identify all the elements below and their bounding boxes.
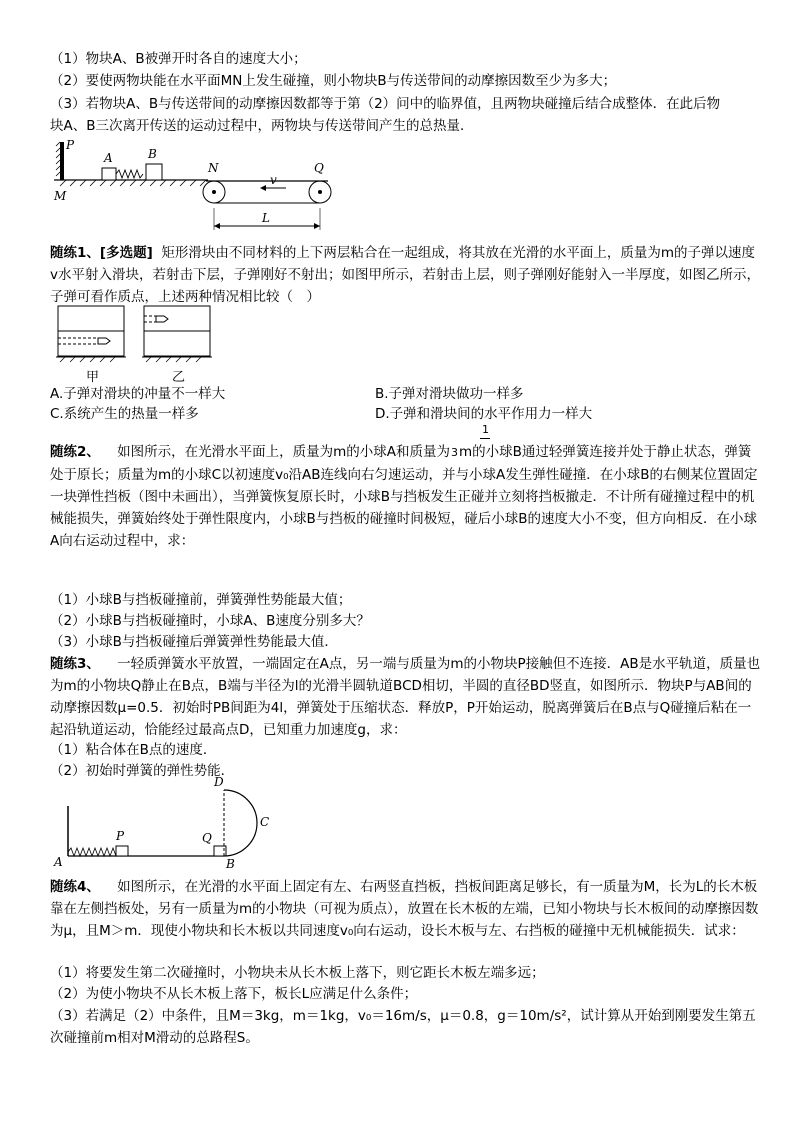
question-1: （1）物块A、B被弹开时各自的速度大小； <box>50 51 307 67</box>
exercise-4-label: 随练4、 <box>50 879 100 895</box>
exercise-2-body-1: 如图所示，在光滑水平面上，质量为m的小球A和质量为 <box>117 444 450 460</box>
block-b <box>146 164 162 180</box>
exercise-4-text <box>50 876 762 942</box>
label-q-ex3: Q <box>202 831 212 845</box>
caption-jia: 甲 <box>86 370 100 385</box>
label-c-ex3: C <box>260 815 270 829</box>
exercise-4-body: 如图所示，在光滑的水平面上固定有左、右两竖直挡板，挡板间距离足够长，有一质量为M，长为L的长木板靠在左侧挡板处，另有一质量为m的小物块（可视为质点），放置在长木板的左端，已知小物块与长木板间的动摩擦因数为μ，且M＞m．现使小物块和长木板以共同速度v₀向右运动，设长木板与左、右挡板的碰撞中无机械能损失．试求： <box>50 879 759 939</box>
label-q: Q <box>314 161 324 175</box>
exercise-3-q2: （2）初始时弹簧的弹性势能． <box>50 763 235 779</box>
exercise-1-label: 随练1、[多选题] <box>50 245 153 261</box>
exercise-2-label: 随练2、 <box>50 444 100 460</box>
exercise-4-q2: （2）为使小物块不从长木板上落下，板长L应满足什么条件； <box>50 986 418 1002</box>
exercise-4-q3-line-1: （3）若满足（2）中条件，且M＝3kg，m＝1kg，v₀＝16m/s，μ＝0.8，g＝10m/s²，试计算从开始到刚要发生第五 <box>50 1008 756 1024</box>
caption-yi: 乙 <box>172 370 186 385</box>
exercise-4-q1: （1）将要发生第二次碰撞时，小物块未从长木板上落下，则它距长木板左端多远； <box>50 965 545 981</box>
label-n: N <box>208 161 219 175</box>
fraction-numerator: 1 <box>482 423 489 436</box>
fraction-bar <box>480 438 490 439</box>
conveyor-figure <box>46 138 346 238</box>
option-b: B.子弹对滑块做功一样多 <box>375 386 524 402</box>
semicircle-track-figure <box>46 774 286 870</box>
option-c: C.系统产生的热量一样多 <box>50 406 199 422</box>
label-m: M <box>54 189 67 203</box>
label-b: B <box>148 147 157 161</box>
question-3-line-1: （3）若物块A、B与传送带间的动摩擦因数都等于第（2）问中的临界值，且两物块碰撞后结合成整体．在此后物 <box>50 96 721 112</box>
exercise-2-q3: （3）小球B与挡板碰撞后弹簧弹性势能最大值． <box>50 634 338 650</box>
spring <box>116 170 143 178</box>
label-p: P <box>66 138 75 152</box>
label-a: A <box>104 151 113 165</box>
bullet-block-figure <box>56 304 216 374</box>
label-l: L <box>262 211 270 225</box>
label-d-ex3: D <box>214 775 224 789</box>
exercise-3-body: 一轻质弹簧水平放置，一端固定在A点，另一端与质量为m的小物块P接触但不连接．AB是水平轨道，质量也为m的小物块Q静止在B点，B端与半径为l的光滑半圆轨道BCD相切，半圆的直径BD竖直，如图所示．物块P与AB间的动摩擦因数μ=0.5．初始时PB间距为4l，弹簧处于压缩状态．释放P，P开始运动，脱离弹簧后在B点与Q碰撞后粘在一起沿轨道运动，恰能经过最高点D，已知重力加速度g，求： <box>50 656 761 738</box>
label-a-ex3: A <box>54 855 63 869</box>
option-d: D.子弹和滑块间的水平作用力一样大 <box>375 406 593 422</box>
label-b-ex3: B <box>226 857 235 870</box>
question-2: （2）要使两物块能在水平面MN上发生碰撞，则小物块B与传送带间的动摩擦因数至少为多大； <box>50 73 617 89</box>
exercise-2-text <box>50 441 762 552</box>
exercise-2-q2: （2）小球B与挡板碰撞时，小球A、B速度分别多大？ <box>50 613 370 629</box>
option-a: A.子弹对滑块的冲量不一样大 <box>50 386 226 402</box>
semicircle-track <box>224 790 257 856</box>
fraction-denominator: 3 <box>450 446 458 459</box>
exercise-3-text <box>50 653 762 741</box>
block-a <box>102 168 116 180</box>
exercise-3-q1: （1）粘合体在B点的速度． <box>50 742 217 758</box>
label-p-ex3: P <box>116 829 125 843</box>
block-p <box>116 846 128 856</box>
exercise-1-text <box>50 242 762 308</box>
exercise-1-body: 矩形滑块由不同材料的上下两层粘合在一起组成，将其放在光滑的水平面上，质量为m的子弹以速度v水平射入滑块，若射击下层，子弹刚好不射出；如图甲所示，若射击上层，则子弹刚好能射入一半厚度，如图乙所示，子弹可看作质点，上述两种情况相比较（ ） <box>50 245 760 305</box>
label-v: v <box>270 173 277 187</box>
exercise-3-label: 随练3、 <box>50 656 100 672</box>
wall-plate <box>60 142 64 180</box>
exercise-4-q3-line-2: 次碰撞前m相对M滑动的总路程S。 <box>50 1030 259 1046</box>
question-3-line-2: 块A、B三次离开传送的运动过程中，两物块与传送带间产生的总热量． <box>50 118 474 134</box>
exercise-2-q1: （1）小球B与挡板碰撞前，弹簧弹性势能最大值； <box>50 592 352 608</box>
exercise-2-body-2: m的小球B通过轻弹簧连接并处于静止状态，弹簧处于原长；质量为m的小球C以初速度v₀沿AB连线向右匀速运动，并与小球A发生弹性碰撞．在小球B的右侧某位置固定一块弹性挡板（图中未画出），当弹簧恢复原长时，小球B与挡板发生正碰并立刻将挡板撤走．不计所有碰撞过程中的机械能损失，弹簧始终处于弹性限度内，小球B与挡板的碰撞时间极短，碰后小球B的速度大小不变，但方向相反．在小球A向右运动过程中，求： <box>50 444 758 549</box>
